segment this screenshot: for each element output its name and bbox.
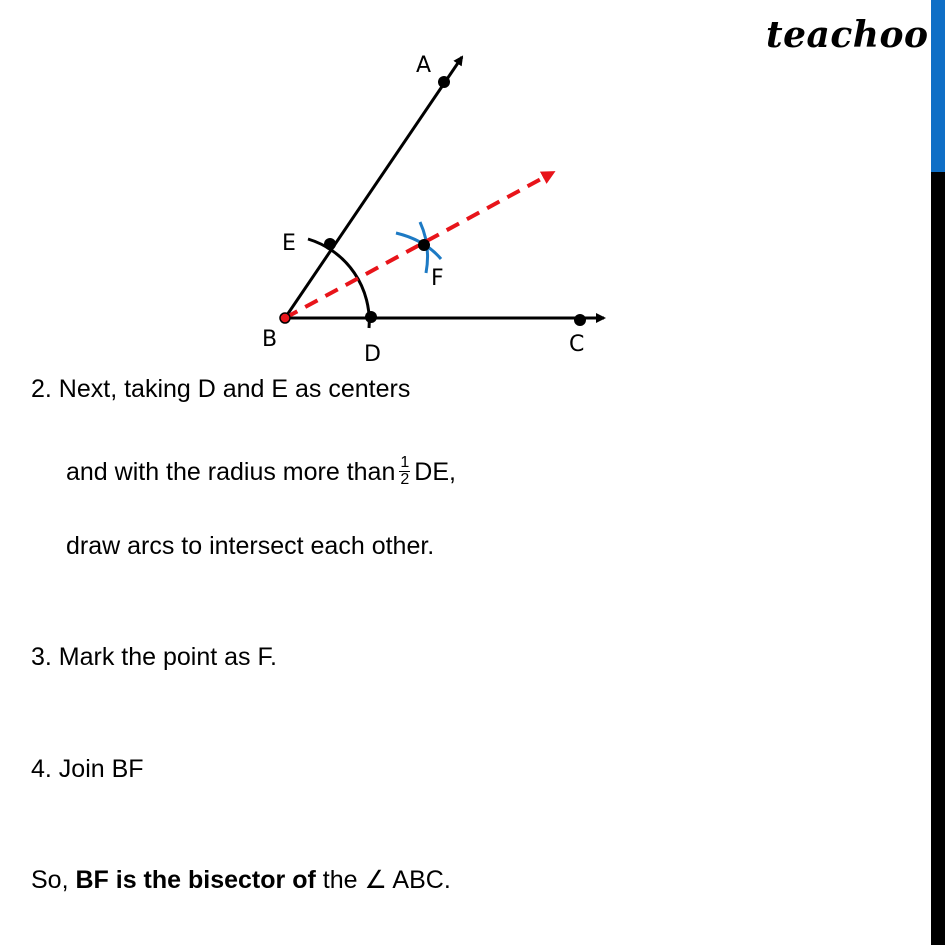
step-2-line-2 <box>66 454 456 490</box>
conclusion-bold: BF is the bisector of <box>75 866 316 894</box>
label-e: E <box>282 231 296 256</box>
step-3: 3. Mark the point as F. <box>31 643 277 671</box>
conclusion-pre: So, <box>31 866 69 894</box>
teachoo-logo: teachoo <box>766 14 929 56</box>
fraction-numerator: 1 <box>400 454 410 471</box>
conclusion-post: the ∠ ABC. <box>322 866 451 894</box>
point-e <box>324 238 336 250</box>
label-b: B <box>262 327 278 352</box>
step-2-line-1: 2. Next, taking D and E as centers <box>31 375 411 403</box>
point-f <box>418 239 430 251</box>
step-4: 4. Join BF <box>31 755 144 783</box>
point-b <box>280 313 290 323</box>
step-2-line-2-post: DE, <box>414 458 456 487</box>
label-d: D <box>364 342 381 367</box>
step-2-line-3: draw arcs to intersect each other. <box>66 532 435 560</box>
point-d <box>365 311 377 323</box>
fraction-denominator: 2 <box>400 471 410 488</box>
label-a: A <box>416 53 432 78</box>
point-a <box>438 76 450 88</box>
point-c <box>574 314 586 326</box>
label-c: C <box>569 332 585 357</box>
fraction-one-half <box>399 455 410 488</box>
arc-ed <box>308 239 369 328</box>
step-2-line-2-pre: and with the radius more than <box>66 458 396 487</box>
conclusion <box>31 865 451 895</box>
label-f: F <box>431 266 444 291</box>
